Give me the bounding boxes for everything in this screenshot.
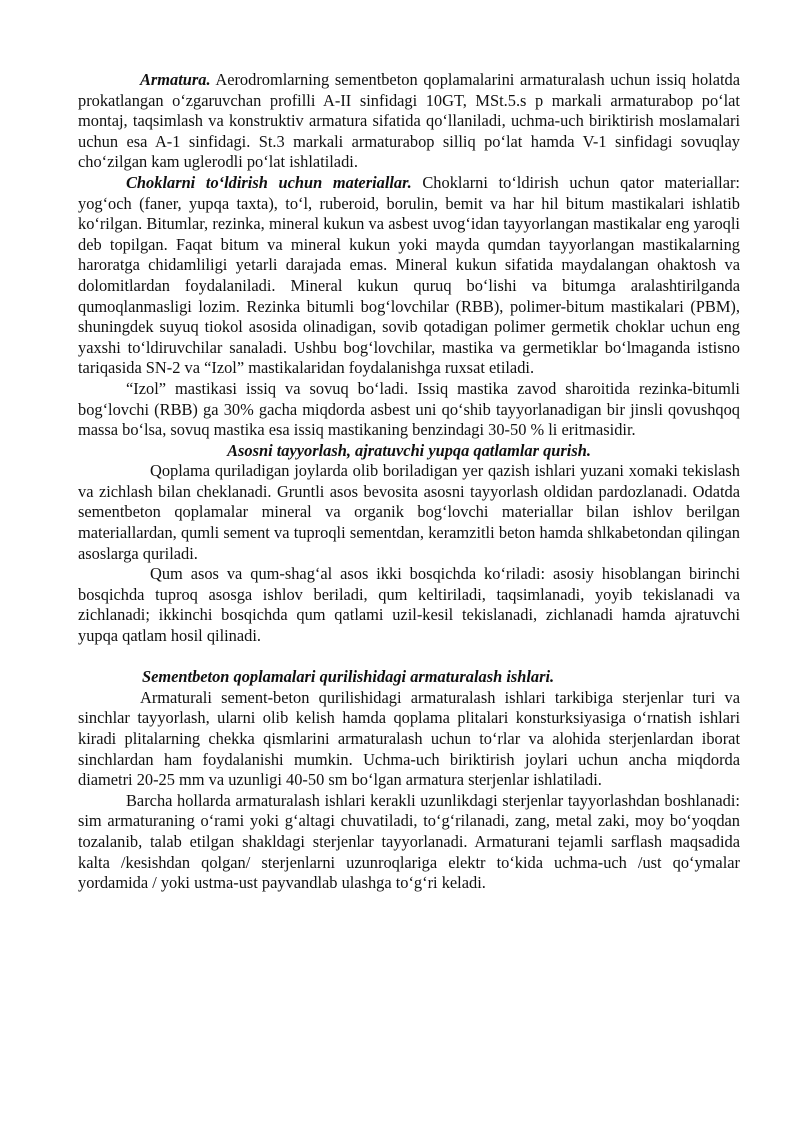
section-heading-asos: Asosni tayyorlash, ajratuvchi yupqa qatlamlar qurish.	[227, 440, 591, 460]
paragraph-armaturali: Armaturali sement-beton qurilishidagi armaturalash ishlari tarkibiga sterjenlar turi va sinchlar tayyorlash, ularni olib kelish hamda qoplama plitalari konsturksiyasiga o‘rnatish ishlari kiradi plitalarning chekka qismlarini armaturalash uchun to‘rlar va alohida sterjenlardan iborat sinchlardan ham foydalanishi mumkin. Uchma-uch biriktirish joylari uchun ancha miqdorda diametri 20-25 mm va uzunligi 40-50 sm bo‘lgan armatura sterjenlar ishlatiladi.	[78, 687, 740, 790]
paragraph-izol: “Izol” mastikasi issiq va sovuq bo‘ladi. Issiq mastika zavod sharoitida rezinka-bitumli bog‘lovchi (RBB) ga 30% gacha miqdorda asbest uni qo‘shib tayyorlanadigan bir jinsli qovushqoq massa bo‘lsa, sovuq mastika esa issiq mastikaning benzindagi 30-50 % li eritmasidir.	[78, 378, 740, 440]
paragraph-choklar	[78, 173, 740, 379]
paragraph-qoplama: Qoplama quriladigan joylarda olib boriladigan yer qazish ishlari yuzani xomaki tekislash va zichlash bilan cheklanadi. Gruntli asos bevosita asosni tayyorlash oldidan pardozlanadi. Odatda sementbeton qoplamalar mineral va organik bog‘lovchi materiallar bilan ishlov berilgan materiallardan, qumli sement va tuproqli sementdan, keramzitli beton hamda shlkabetondan qilingan asoslarga quriladi.	[78, 461, 740, 563]
paragraph-text-armatura: Aerodromlarning sementbeton qoplamalarini armaturalash uchun issiq holatda prokatlangan o‘zgaruvchan profilli A-II sinfidagi 10GT, MSt.5.s p markali armaturabop po‘lat montaj, taqsimlash va konstruktiv armatura sifatida qo‘llaniladi, uchma-uch biriktirish moslamalari uchun esa A-1 sinfidagi. St.3 markali armaturabop silliq po‘lat hamda V-1 sinfidagi sovuqlay cho‘zilgan kam uglerodli po‘lat ishlatiladi.	[78, 70, 740, 172]
paragraph-barcha: Barcha hollarda armaturalash ishlari kerakli uzunlikdagi sterjenlar tayyorlashdan boshlanadi: sim armaturaning o‘rami yoki g‘altagi chuvatiladi, to‘g‘rilanadi, zang, metal zaki, moy bo‘yoqdan tozalanib, talab etilgan shakldagi sterjenlar tayyorlanadi. Armaturani tejamli sarflash maqsadida kalta /kesishdan qolgan/ sterjenlarni uzunroqlariga elektr to‘kida uchma-uch /ust qo‘ymalar yordamida / yoki ustma-ust payvandlab ulashga to‘g‘ri keladi.	[78, 790, 740, 893]
paragraph-armatura	[78, 70, 740, 173]
paragraph-qum: Qum asos va qum-shag‘al asos ikki bosqichda ko‘riladi: asosiy hisoblangan birinchi bosqichda tuproq asosga ishlov beriladi, qum keltiriladi, taqsimlanadi, yoyib tekislanadi va zichlanadi; ikkinchi bosqichda qum qatlami uzil-kesil tekislanadi, zichlanadi hamda ajratuvchi yupqa qatlam hosil qilinadi.	[78, 564, 740, 646]
section-heading-sement: Sementbeton qoplamalari qurilishidagi armaturalash ishlari.	[142, 667, 555, 687]
paragraph-text-choklar: Choklarni to‘ldirish uchun qator materiallar: yog‘och (faner, yupqa taxta), to‘l, ruberoid, borulin, bemit va har hil bitum mastikalari ishlatib ko‘rilgan. Bitumlar, rezinka, mineral kukun va asbest uvog‘idan tayyorlangan mastikalar eng yaroqli deb topilgan. Faqat bitum va mineral kukun yoki mayda qumdan tayyorlangan mastikalarning haroratga chidamliligi yetarli darajada emas. Mineral kukun sifatida maydalangan ohaktosh va dolomitlardan foydalaniladi. Mineral kukun quruq bo‘lishi va bitumga aralashtirilganda qumoqlanmasligi lozim. Rezinka bitumli bog‘lovchilar (RBB), polimer-bitum mastikalari (PBM), shuningdek suyuq tiokol asosida olinadigan, sovib qotadigan polimer germetik choklar uchun eng yaxshi to‘ldiruvchilar sanaladi. Ushbu bog‘lovchilar, mastika va germetiklar bo‘lmaganda istisno tariqasida SN-2 va “Izol” mastikalaridan foydalanishga ruxsat etiladi.	[78, 172, 740, 378]
paragraph-lead-choklar: Choklarni to‘ldirish uchun materiallar.	[126, 172, 412, 192]
paragraph-lead-armatura: Armatura.	[140, 70, 211, 89]
